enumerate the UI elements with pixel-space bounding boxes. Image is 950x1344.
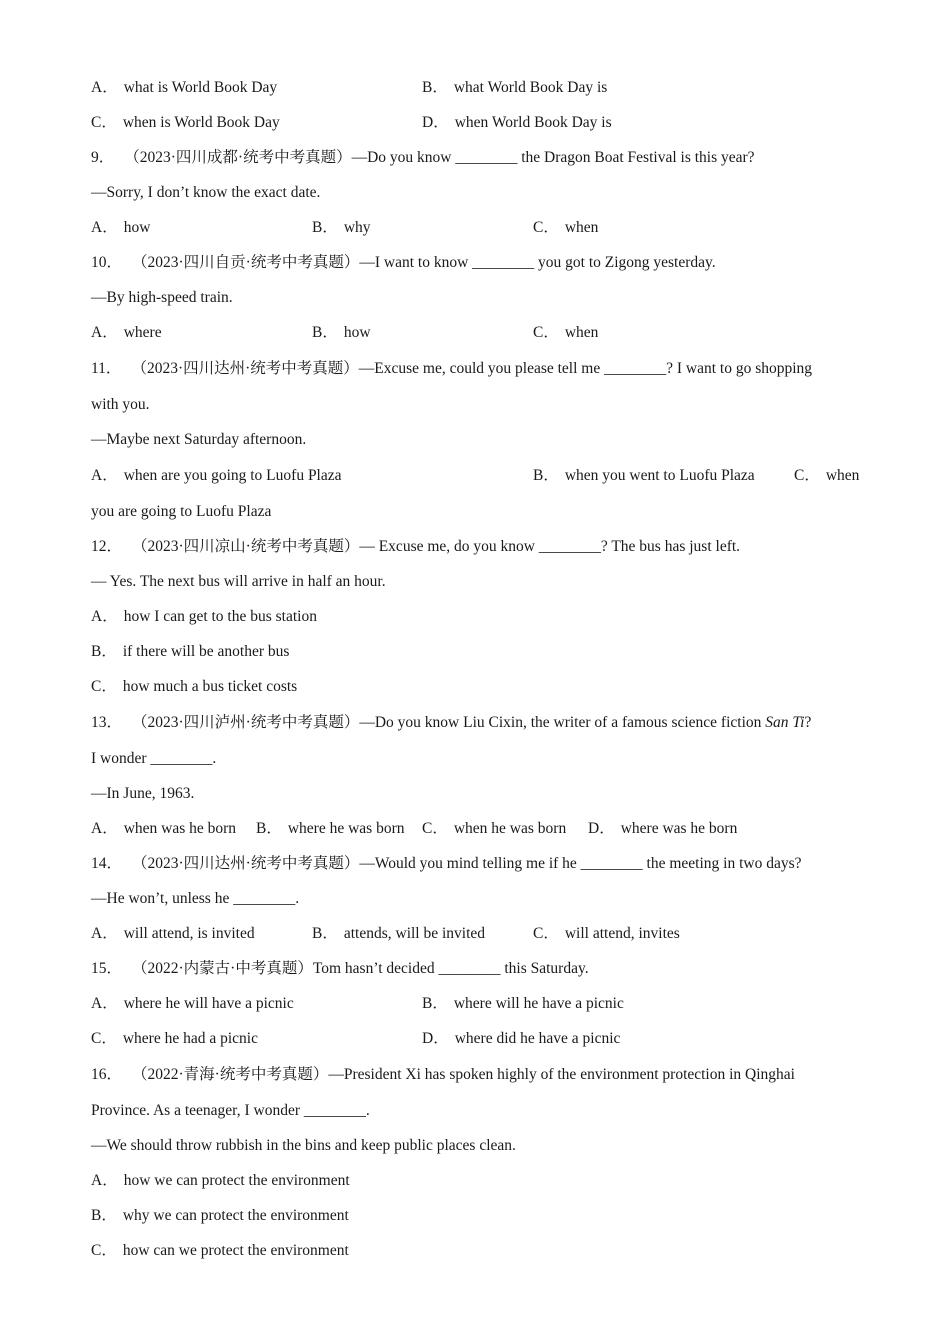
q14-stem: 14． （2023·四川达州·统考中考真题）—Would you mind telling me if he ________ the meeting in two days? [91,846,861,881]
q16-reply: —We should throw rubbish in the bins and keep public places clean. [91,1137,516,1154]
q10-reply: —By high-speed train. [91,289,233,306]
q15-options-row-1 [91,986,861,1021]
q13-source: （2023·四川泸州·统考中考真题） [132,714,360,731]
q16-option-c[interactable]: C． how can we protect the environment [91,1242,349,1259]
q13-reply: —In June, 1963. [91,785,195,802]
q13-option-a[interactable]: A． when was he born [91,820,237,837]
q16-stem: 16． （2022·青海·统考中考真题）—President Xi has spoken highly of the environment protection in Qinghai [91,1056,861,1093]
q13-option-b[interactable]: B． where he was born [256,820,405,837]
q10-option-a[interactable]: A． where [91,324,162,341]
q12-option-a[interactable]: A． how I can get to the bus station [91,608,317,625]
q14-option-c[interactable]: C． will attend, invites [533,925,680,942]
q9-option-a[interactable]: A． how [91,219,151,236]
q11-option-a[interactable]: A． when are you going to Luofu Plaza [91,467,342,484]
q16-source: （2022·青海·统考中考真题） [132,1066,329,1083]
q11-stem: 11． （2023·四川达州·统考中考真题）—Excuse me, could you please tell me ________? I want to go shopping [91,350,861,387]
q10-options [91,315,861,350]
q12-reply: — Yes. The next bus will arrive in half an hour. [91,573,386,590]
q9-stem: 9． （2023·四川成都·统考中考真题）—Do you know ________ the Dragon Boat Festival is this year? [91,140,861,175]
q13-option-c[interactable]: C． when he was born [422,820,567,837]
book-title: San Ti [765,714,805,731]
q13-stem-cont: I wonder ________. [91,750,217,767]
q8-options-row-2 [91,105,861,140]
q15-option-b[interactable]: B． where will he have a picnic [422,995,624,1012]
q16-option-a[interactable]: A． how we can protect the environment [91,1172,350,1189]
q15-stem: 15． （2022·内蒙古·中考真题）Tom hasn’t decided ________ this Saturday. [91,951,861,986]
q15-option-a[interactable]: A． where he will have a picnic [91,995,294,1012]
q9-source: （2023·四川成都·统考中考真题） [124,149,352,166]
q13-option-d[interactable]: D． where was he born [588,820,738,837]
q11-stem-cont: with you. [91,396,150,413]
q14-option-b[interactable]: B． attends, will be invited [312,925,486,942]
q8-options-row-1 [91,70,861,105]
q14-option-a[interactable]: A． will attend, is invited [91,925,255,942]
worksheet-page [91,70,861,1268]
q8-option-a[interactable]: A． what is World Book Day [91,79,278,96]
q13-stem: 13． （2023·四川泸州·统考中考真题）—Do you know Liu Cixin, the writer of a famous science fiction San Ti? [91,704,861,741]
q16-option-b[interactable]: B． why we can protect the environment [91,1207,349,1224]
q8-option-c[interactable]: C． when is World Book Day [91,114,280,131]
q15-options-row-2 [91,1021,861,1056]
q10-option-b[interactable]: B． how [312,324,371,341]
q12-source: （2023·四川凉山·统考中考真题） [132,538,360,555]
q9-reply: —Sorry, I don’t know the exact date. [91,184,321,201]
q15-source: （2022·内蒙古·中考真题） [132,960,313,977]
q11-reply: —Maybe next Saturday afternoon. [91,431,307,448]
q12-stem: 12． （2023·四川凉山·统考中考真题）— Excuse me, do you know ________? The bus has just left. [91,529,861,564]
q9-option-b[interactable]: B． why [312,219,371,236]
q8-option-b[interactable]: B． what World Book Day is [422,79,608,96]
q11-option-b[interactable]: B． when you went to Luofu Plaza [533,467,755,484]
q14-source: （2023·四川达州·统考中考真题） [132,855,360,872]
q10-source: （2023·四川自贡·统考中考真题） [132,254,360,271]
q14-options [91,916,861,951]
q9-options [91,210,861,245]
q10-stem: 10． （2023·四川自贡·统考中考真题）—I want to know ________ you got to Zigong yesterday. [91,245,861,280]
q8-option-d[interactable]: D． when World Book Day is [422,114,612,131]
q11-options [91,457,861,494]
q10-option-c[interactable]: C． when [533,324,599,341]
q16-stem-cont: Province. As a teenager, I wonder ________. [91,1102,370,1119]
q12-option-c[interactable]: C． how much a bus ticket costs [91,678,298,695]
q15-option-c[interactable]: C． where he had a picnic [91,1030,258,1047]
q9-option-c[interactable]: C． when [533,219,599,236]
q15-option-d[interactable]: D． where did he have a picnic [422,1030,621,1047]
q11-option-c[interactable]: C． when [794,467,860,484]
q11-option-c-cont: you are going to Luofu Plaza [91,503,272,520]
q14-reply: —He won’t, unless he ________. [91,890,300,907]
q12-option-b[interactable]: B． if there will be another bus [91,643,290,660]
q11-source: （2023·四川达州·统考中考真题） [131,360,359,377]
q13-options [91,811,861,846]
